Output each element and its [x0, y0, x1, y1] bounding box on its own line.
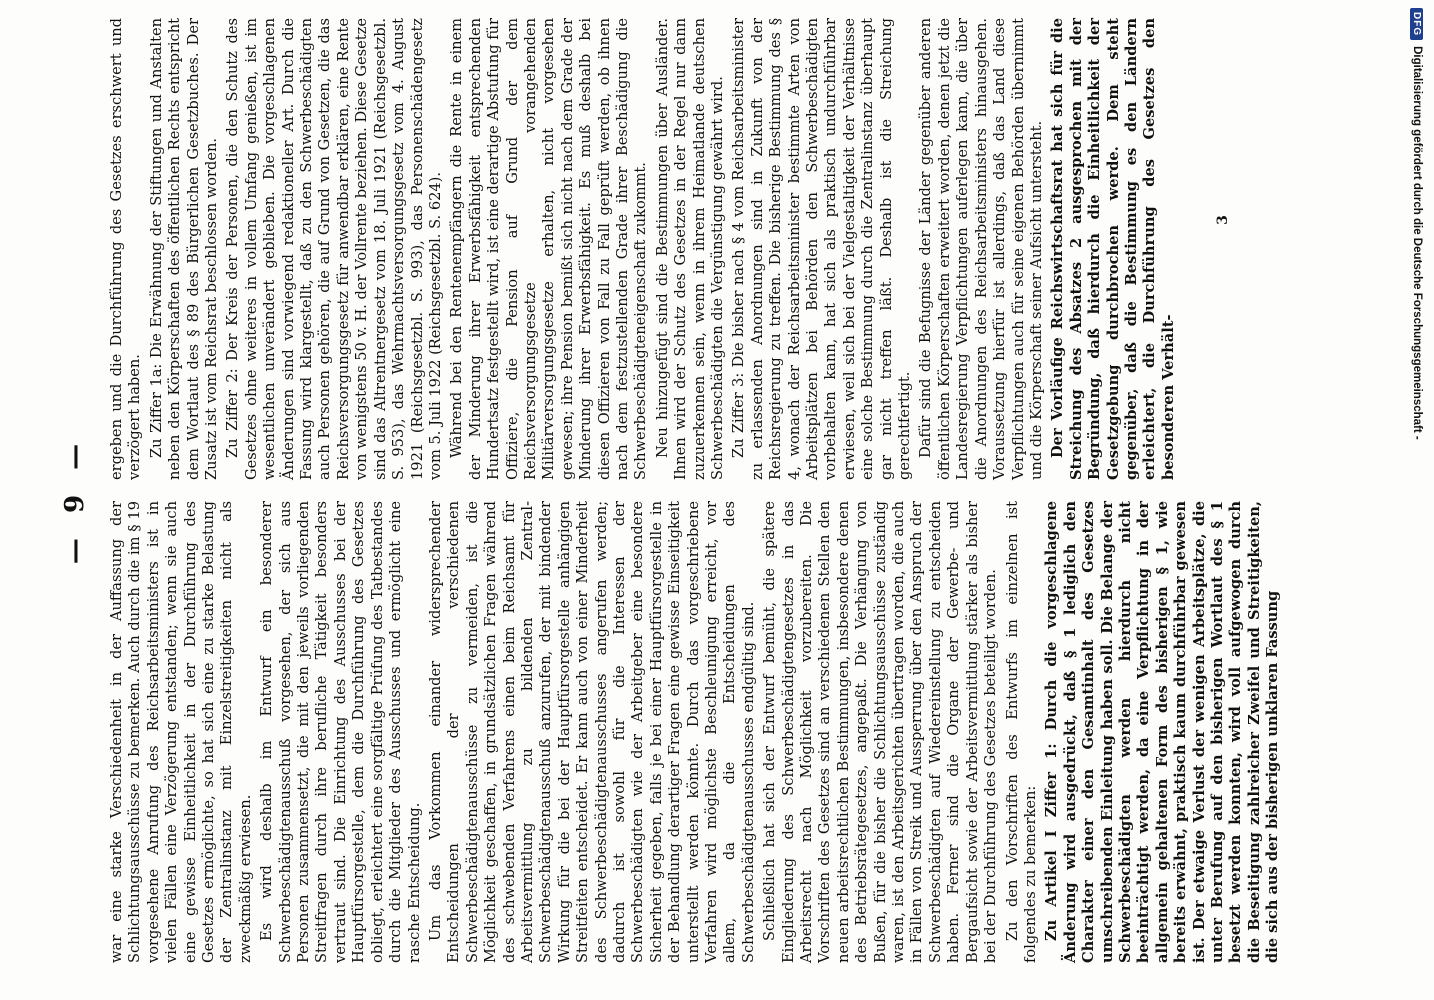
- paragraph: ergeben und die Durchführung des Gesetzes erschwert und verzögert haben.: [108, 18, 144, 480]
- paragraph: Zu den Vorschriften des Entwurfs im einzelnen ist folgendes zu bemerken:: [1003, 501, 1039, 963]
- paragraph: Es wird deshalb im Entwurf ein besonderer Schwerbeschädigtenausschuß vorgesehen, der sich aus Personen zusammensetzt, die mit den jeweils vorliegenden Streitfragen durch ihre berufliche Tätigkeit besonders vertraut sind. Die Einrichtung des Ausschusses bei der Hauptfürsorgestelle, dem die Durchführung des Gesetzes obliegt, erleichtert eine sorgfältige Prüfung des Tatbestandes durch die Mitglieder des Ausschusses und ermöglicht eine rasche Entscheidung.: [258, 501, 423, 963]
- paragraph: Zu Ziffer 3: Die bisher nach § 4 vom Reichsarbeitsminister zu erlassenden Anordnungen sind in Zukunft von der Reichsregierung zu treffen. Die bisherige Bestimmung des § 4, wonach der Reichsarbeitsminister bestimmte Arten von Arbeitsplätzen bei Behörden den Schwerbeschädigten vorbehalten kann, hat sich als praktisch undurchführbar erwiesen, weil sich bei der Vielgestaltigkeit der Verhältnisse eine solche Bestimmung durch die Zentralinstanz überhaupt gar nicht treffen läßt. Deshalb ist die Streichung gerechtfertigt.: [730, 18, 914, 480]
- paragraph: Dafür sind die Befugnisse der Länder gegenüber anderen öffentlichen Körperschaften erweitert worden, denen jetzt die Landesregierung Verpflichtungen auferlegen kann, die über die Anordnungen des Reichsarbeitsministers hinausgehen. Voraussetzung hierfür ist allerdings, daß das Land diese Verpflichtungen auch für seine eigenen Behörden übernimmt und die Körperschaft seiner Aufsicht untersteht.: [917, 18, 1045, 480]
- digitization-text: Digitalisierung gefördert durch die Deutsche Forschungsgemeinschaft -: [1411, 46, 1423, 440]
- dfg-logo-icon: DFG: [1411, 8, 1424, 40]
- paragraph: Schließlich hat sich der Entwurf bemüht, die spätere Eingliederung des Schwerbeschädigtengesetzes in das Arbeitsrecht nach Möglichkeit vorzubereiten. Die Vorschriften des Gesetzes sind an verschiedenen Stellen den neuen arbeitsrechtlichen Bestimmungen, insbesondere denen des Betriebsrätegesetzes, angepaßt. Die Verhängung von Bußen, für die bisher die Schlichtungsausschüsse zuständig waren, ist den Arbeitsgerichten übertragen worden, die auch in Fällen von Streik und Aussperrung über den Anspruch der Schwerbeschädigten auf Wiedereinstellung zu entscheiden haben. Ferner sind die Organe der Gewerbe- und Bergaufsicht sowie der Arbeitsvermittlung stärker als bisher bei der Durchführung des Gesetzes beteiligt worden.: [761, 501, 1000, 963]
- paragraph: Der Vorläufige Reichswirtschaftsrat hat sich für die Streichung des Absatzes 2 ausgesprochen mit der Begründung, daß hierdurch die Einheitlichkeit der Gesetzgebung durchbrochen werde. Dem steht gegenüber, daß die Bestimmung es den Ländern erleichtert, die Durchführung des Gesetzes den besonderen Verhält-: [1049, 18, 1177, 480]
- paragraph: Neu hinzugefügt sind die Bestimmungen über Ausländer. Ihnen wird der Schutz des Gesetzes in der Regel nur dann zuzuerkennen sein, wenn in ihrem Heimatlande deutschen Schwerbeschädigten die Vergünstigung gewährt wird.: [653, 18, 726, 480]
- paragraph: war eine starke Verschiedenheit in der Auffassung der Schlichtungsausschüsse zu bemerken. Auch durch die im § 19 vorgesehene Anrufung des Reichsarbeitsministers ist in vielen Fällen eine Verzögerung entstanden; wenn sie auch eine gewisse Einheitlichkeit in der Durchführung des Gesetzes ermöglichte, so hat sich eine zu starke Belastung der Zentralinstanz mit Einzelstreitigkeiten nicht als zweckmäßig erwiesen.: [108, 501, 254, 963]
- paragraph: Während bei den Rentenempfängern die Rente in einem der Minderung ihrer Erwerbsfähigkeit entsprechenden Hundertsatz festgestellt wird, ist eine derartige Abstufung für Offiziere, die Pension auf Grund der dem Reichsversorgungsgesetze vorangehenden Militärversorgungsgesetze erhalten, nicht vorgesehen gewesen; ihre Pension bemißt sich nicht nach dem Grade der Minderung ihrer Erwerbsfähigkeit. Es muß deshalb bei diesen Offizieren von Fall zu Fall geprüft werden, ob ihnen nach dem festzustellenden Grade ihrer Beschädigung die Schwerbeschädigteneigenschaft zukommt.: [448, 18, 650, 480]
- page-number-footer: 3: [1215, 215, 1231, 225]
- paragraph: Zu Ziffer 1a: Die Erwähnung der Stiftungen und Anstalten neben den Körperschaften des öffentlichen Rechts entspricht dem Wortlaut des § 89 des Bürgerlichen Gesetzbuches. Der Zusatz ist vom Reichsrat beschlossen worden.: [147, 18, 221, 480]
- paragraph: Um das Vorkommen einander widersprechender Entscheidungen der verschiedenen Schwerbeschädigtenausschüsse zu vermeiden, ist die Möglichkeit geschaffen, in grundsätzlichen Fragen während des schwebenden Verfahrens einen beim Reichsamt für Arbeitsvermittlung zu bildenden Zentral-Schwerbeschädigtenausschuß anzurufen, der mit bindender Wirkung für die bei der Hauptfürsorgestelle anhängigen Streitfeiten entscheidet. Er kann auch von einer Minderheit des Schwerbeschädigtenausschusses angerufen werden; dadurch ist sowohl für die Interessen der Schwerbeschädigten wie der Arbeitgeber eine besondere Sicherheit gegeben, falls je bei einer Hauptfürsorgestelle in der Behandlung derartiger Fragen eine gewisse Einseitigkeit unterstellt werden könnte. Durch das vorgeschriebene Verfahren wird möglichste Beschleunigung erreicht, vor allem, da die Entscheidungen des Schwerbeschädigtenausschusses endgültig sind.: [426, 501, 757, 963]
- left-text-column: [108, 501, 1286, 963]
- page-number-header: — 9 —: [60, 435, 90, 565]
- digitization-note: [1402, 8, 1432, 992]
- right-text-column: [108, 18, 1181, 480]
- paragraph: Zu Artikel I Ziffer 1: Durch die vorgeschlagene Änderung wird ausgedrückt, daß § 1 lediglich den Charakter einer den Gesamtinhalt des Gesetzes umschreibenden Einleitung haben soll. Die Belange der Schwerbeschädigten werden hierdurch nicht beeinträchtigt werden, da eine Verpflichtung in der allgemein gehaltenen Form des bisherigen § 1, wie bereits erwähnt, praktisch kaum durchführbar gewesen ist. Der etwaige Verlust der wenigen Arbeitsplätze, die unter Berufung auf den bisherigen Wortlaut des § 1 besetzt werden konnten, wird voll aufgewogen durch die Beseitigung zahlreicher Zweifel und Streitigkeiten, die sich aus der bisherigen unklaren Fassung: [1043, 501, 1282, 963]
- paragraph: Zu Ziffer 2: Der Kreis der Personen, die den Schutz des Gesetzes ohne weiteres in vollem Umfang genießen, ist im wesentlichen unverändert geblieben. Die vorgeschlagenen Änderungen sind vorwiegend redaktioneller Art. Durch die Fassung wird klargestellt, daß zu den Schwerbeschädigten auch Personen gehören, die auf Grund von Gesetzen, die das Reichsversorgungsgesetz für anwendbar erklären, eine Rente von wenigstens 50 v. H. der Vollrente beziehen. Diese Gesetze sind das Altrentnergesetz vom 18. Juli 1921 (Reichsgesetzbl. S. 953), das Wehrmachtsversorgungsgesetz vom 4. August 1921 (Reichsgesetzbl. S. 993), das Personenschädengesetz vom 5. Juli 1922 (Reichsgesetzbl. S. 624).: [224, 18, 444, 480]
